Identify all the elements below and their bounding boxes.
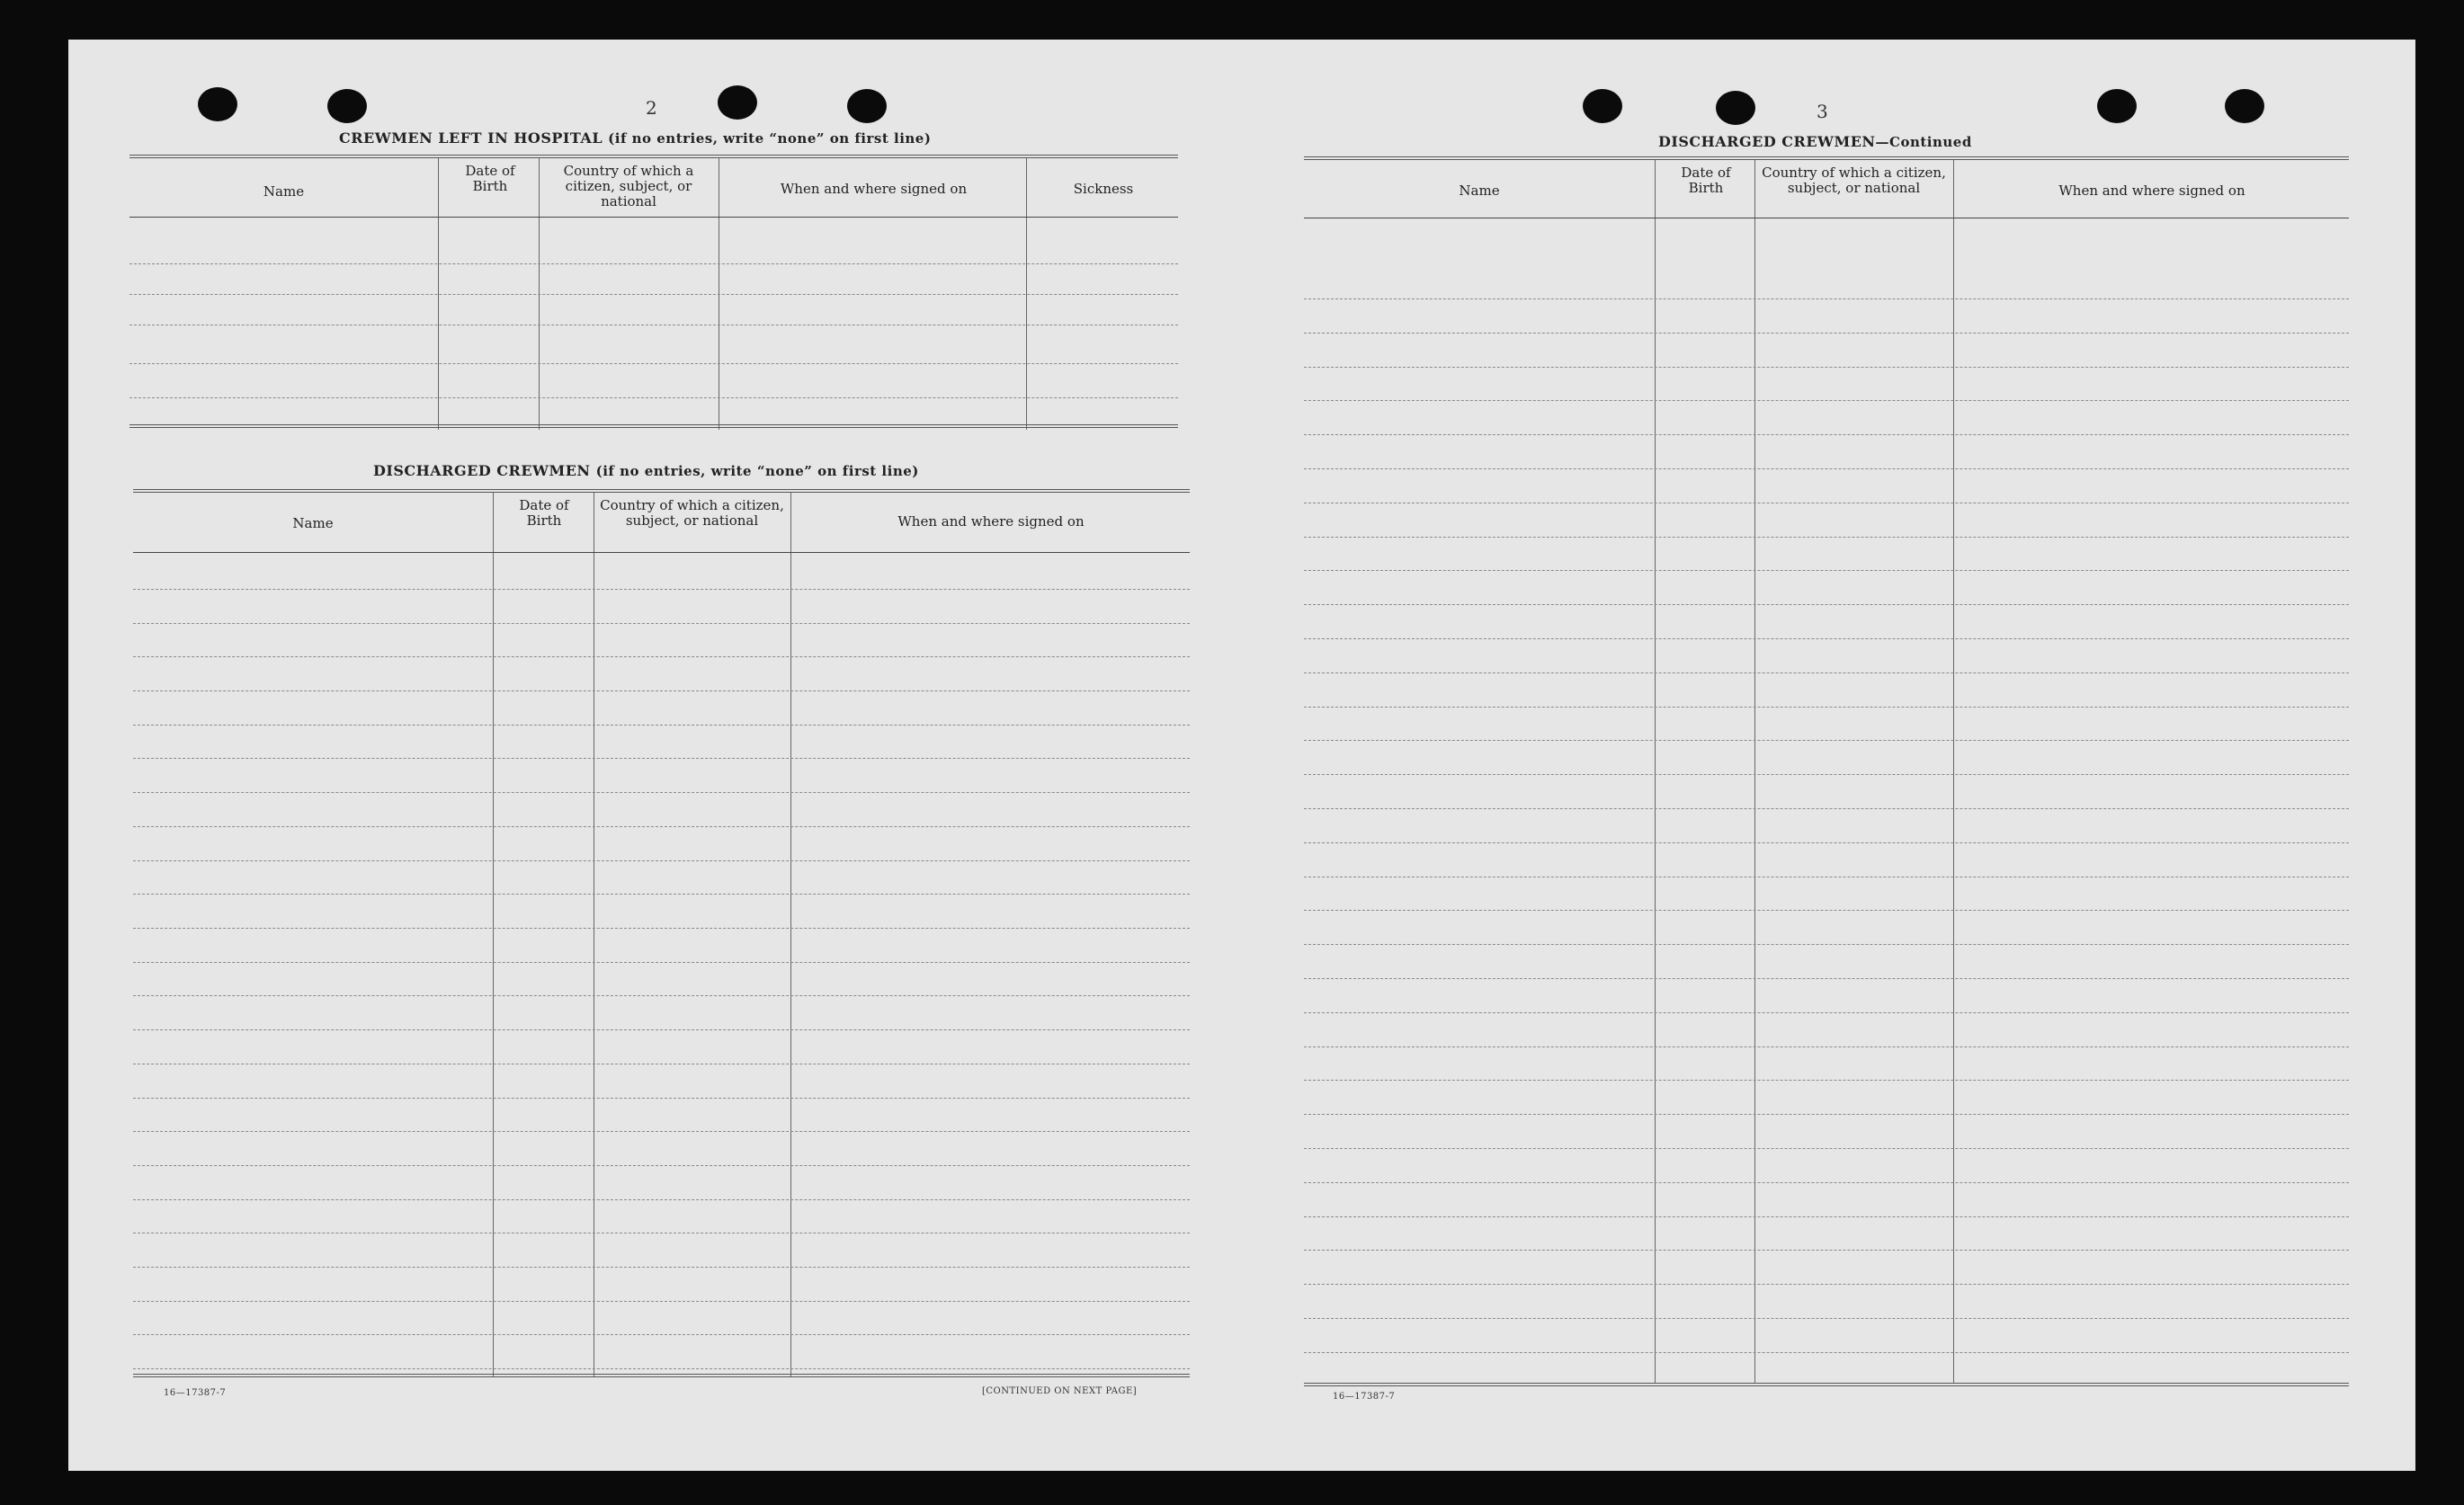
entry-line [1304, 842, 2349, 843]
hospital-title-text: CREWMEN LEFT IN HOSPITAL [339, 129, 603, 147]
top-rule [129, 155, 1178, 158]
entry-line [1304, 468, 2349, 469]
column-divider [1655, 160, 1656, 1383]
bottom-rule [133, 1374, 1190, 1377]
column-divider [1953, 160, 1954, 1383]
column-divider [790, 493, 791, 1377]
punch-hole [198, 87, 237, 121]
entry-line [1304, 333, 2349, 334]
top-rule [1304, 156, 2349, 160]
entry-line [1304, 1216, 2349, 1217]
entry-line [133, 1131, 1190, 1132]
entry-line [133, 758, 1190, 759]
discharged-col-signed-on: When and where signed on [897, 513, 1085, 530]
entry-line [133, 656, 1190, 657]
hospital-col-country: Country of which a citizen, subject, or national [563, 163, 694, 209]
column-divider [493, 493, 494, 1377]
entry-line [133, 623, 1190, 624]
entry-line [133, 1267, 1190, 1268]
entry-line [133, 1368, 1190, 1369]
entry-line [1304, 1046, 2349, 1047]
entry-line [1304, 298, 2349, 299]
entry-line [1304, 1080, 2349, 1081]
entry-line [1304, 367, 2349, 368]
form-number-right: 16—17387-7 [1333, 1392, 1396, 1402]
entry-line [133, 1098, 1190, 1099]
entry-line [129, 363, 1178, 364]
discharged-col-dob: Date of Birth [519, 497, 569, 529]
column-divider [1754, 160, 1755, 1383]
entry-line [133, 792, 1190, 793]
entry-line [133, 1301, 1190, 1302]
hospital-col-dob: Date of Birth [465, 163, 515, 194]
entry-line [129, 263, 1178, 264]
continued-col-signed-on: When and where signed on [2058, 183, 2245, 199]
entry-line [133, 1029, 1190, 1030]
discharged-title-text: DISCHARGED CREWMEN [373, 462, 591, 479]
continued-col-dob: Date of Birth [1681, 165, 1731, 196]
entry-line [129, 397, 1178, 398]
bottom-rule [1304, 1383, 2349, 1386]
entry-line [129, 294, 1178, 295]
entry-line [1304, 978, 2349, 979]
hospital-table [129, 155, 1178, 478]
discharged-continued-table [1304, 156, 2349, 1433]
entry-line [1304, 774, 2349, 775]
discharged-instruction: (if no entries, write “none” on first line) [595, 463, 919, 479]
entry-line [133, 860, 1190, 861]
bottom-rule [129, 424, 1178, 428]
continued-col-country: Country of which a citizen, subject, or national [1762, 165, 1946, 196]
entry-line [1304, 570, 2349, 571]
continued-note: [CONTINUED ON NEXT PAGE] [982, 1386, 1138, 1396]
entry-line [133, 589, 1190, 590]
entry-line [1304, 1284, 2349, 1285]
entry-line [1304, 1250, 2349, 1251]
page-number-left: 2 [646, 97, 657, 119]
header-rule [129, 217, 1178, 218]
punch-hole [327, 89, 367, 123]
entry-line [133, 1334, 1190, 1335]
form-number-left: 16—17387-7 [164, 1388, 227, 1398]
hospital-col-sickness: Sickness [1073, 181, 1134, 197]
entry-line [133, 826, 1190, 827]
discharged-col-country: Country of which a citizen, subject, or national [600, 497, 784, 529]
entry-line [133, 962, 1190, 963]
entry-line [1304, 400, 2349, 401]
entry-line [1304, 808, 2349, 809]
entry-line [1304, 1148, 2349, 1149]
hospital-section-title [339, 129, 931, 147]
document-spread [68, 40, 2415, 1471]
entry-line [133, 725, 1190, 726]
entry-line [1304, 1318, 2349, 1319]
hospital-instruction: (if no entries, write “none” on first line) [608, 130, 932, 147]
punch-hole [1583, 89, 1622, 123]
hospital-col-name: Name [263, 183, 305, 200]
entry-line [1304, 638, 2349, 639]
entry-line [1304, 604, 2349, 605]
header-rule [133, 552, 1190, 553]
discharged-continued-title [1658, 133, 1972, 150]
entry-line [1304, 1114, 2349, 1115]
discharged-section-title [373, 462, 919, 479]
punch-hole [847, 89, 887, 123]
punch-hole [718, 85, 757, 120]
entry-line [133, 928, 1190, 929]
entry-line [133, 690, 1190, 691]
entry-line [133, 894, 1190, 895]
entry-line [1304, 707, 2349, 708]
punch-hole [2225, 89, 2264, 123]
hospital-col-signed-on: When and where signed on [780, 181, 968, 197]
entry-line [1304, 740, 2349, 741]
page-number-right: 3 [1817, 101, 1828, 122]
entry-line [133, 1199, 1190, 1200]
entry-line [1304, 1352, 2349, 1353]
entry-line [1304, 537, 2349, 538]
entry-line [1304, 910, 2349, 911]
punch-hole [1716, 91, 1755, 125]
continued-title-text: DISCHARGED CREWMEN [1658, 133, 1876, 150]
entry-line [1304, 944, 2349, 945]
discharged-table [133, 489, 1190, 1442]
entry-line [1304, 1012, 2349, 1013]
discharged-col-name: Name [292, 515, 334, 531]
top-rule [133, 489, 1190, 493]
entry-line [1304, 1182, 2349, 1183]
continued-col-name: Name [1459, 183, 1500, 199]
entry-line [1304, 672, 2349, 673]
entry-line [1304, 434, 2349, 435]
entry-line [133, 1165, 1190, 1166]
continued-suffix: —Continued [1875, 134, 1972, 150]
punch-hole [2097, 89, 2137, 123]
entry-line [133, 995, 1190, 996]
